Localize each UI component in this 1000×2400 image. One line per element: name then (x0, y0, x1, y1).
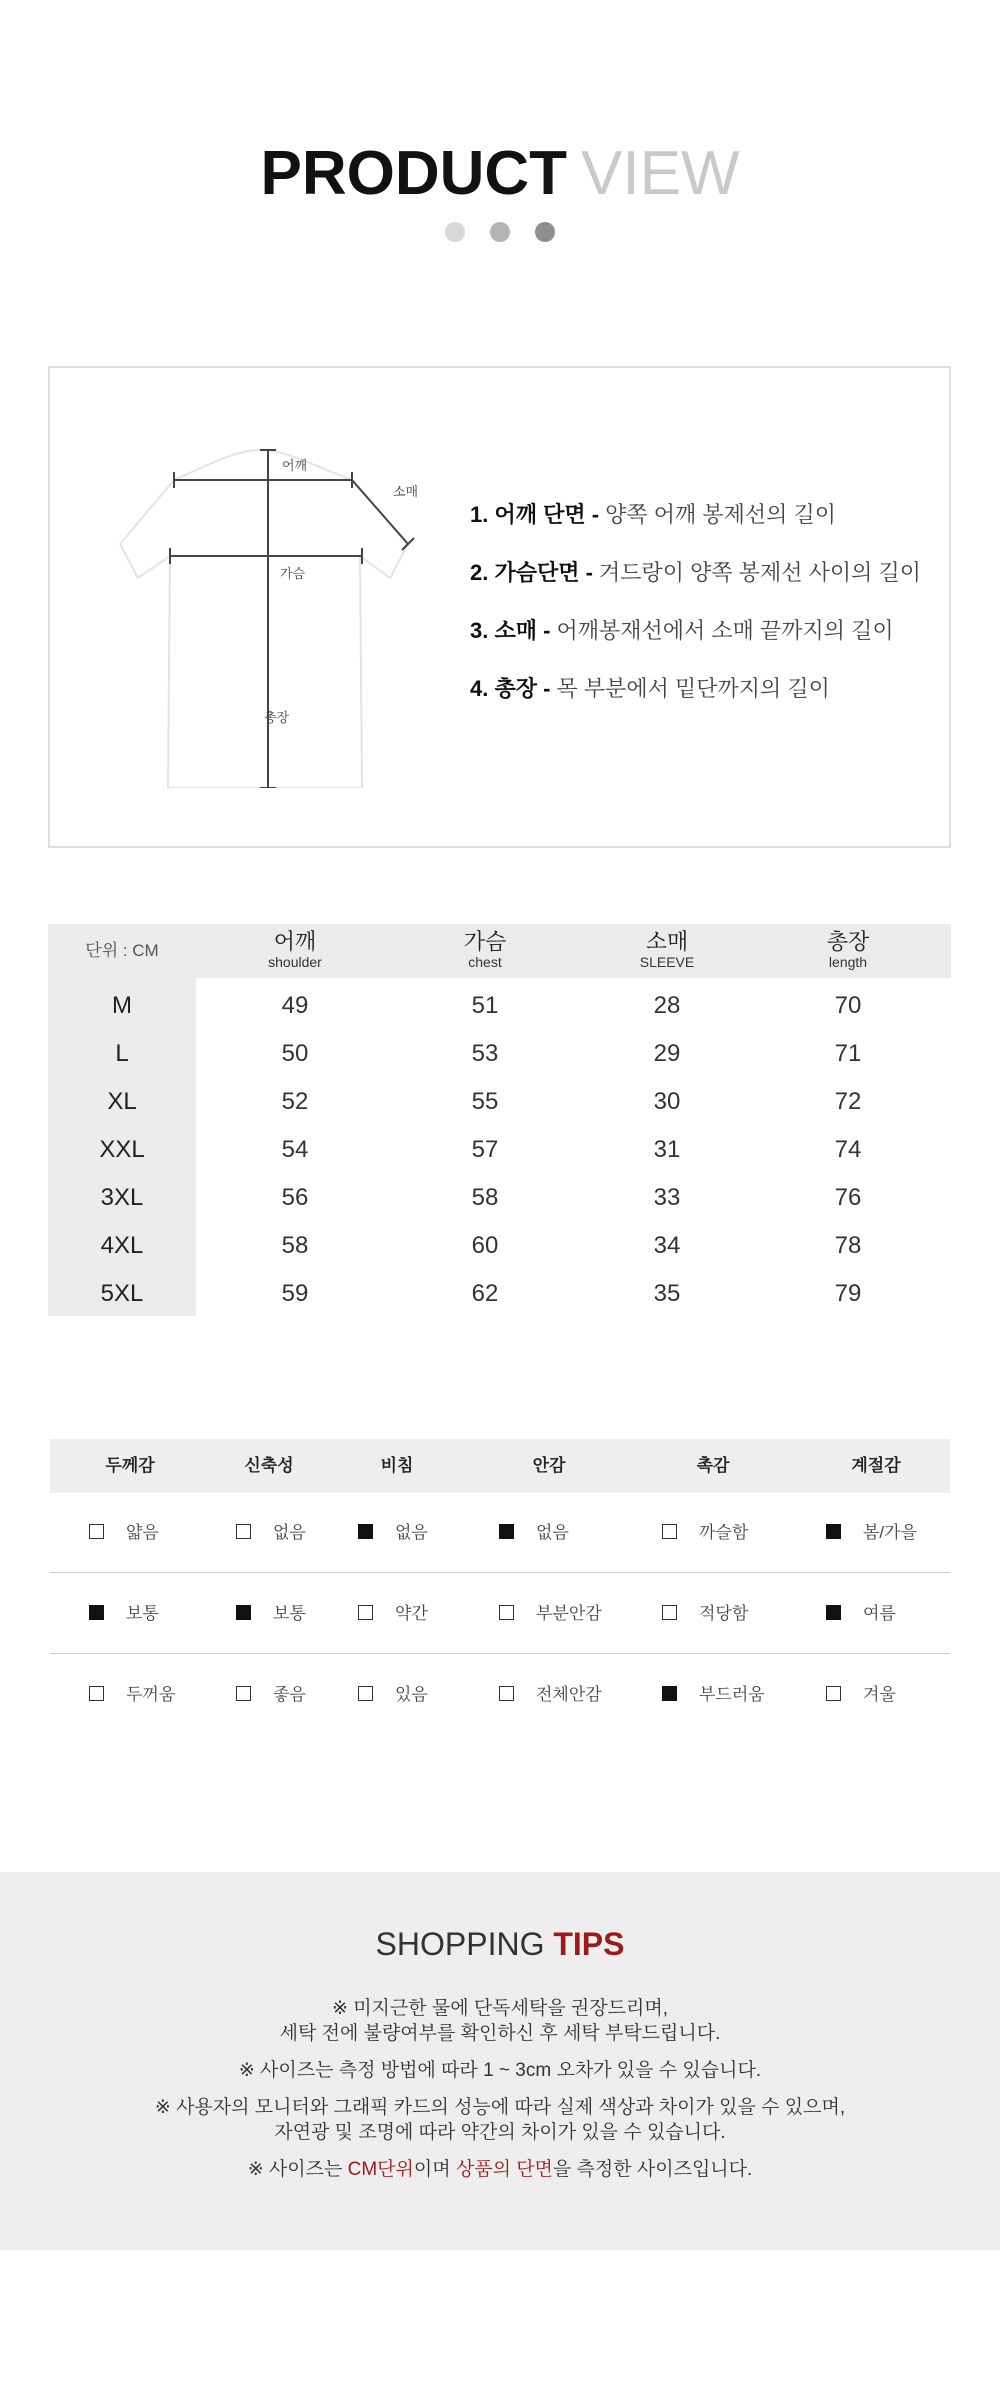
option-label: 없음 (395, 1523, 428, 1542)
cell-chest: 51 (471, 992, 499, 1019)
fabric-row (50, 1574, 950, 1654)
tip-unit-c: 이며 (413, 2159, 456, 2180)
cell-length: 74 (834, 1136, 862, 1163)
size-label: 3XL (100, 1184, 144, 1211)
tips-title-bold: TIPS (553, 1926, 625, 1962)
measure-item-desc: 양쪽 어깨 봉제선의 길이 (605, 502, 837, 527)
measure-item-sep: - (585, 502, 606, 527)
table-row (48, 1222, 951, 1270)
option (662, 1493, 748, 1573)
cell-sleeve: 30 (653, 1088, 681, 1115)
tips-title-light: SHOPPING (375, 1926, 545, 1962)
col-header-en: length (828, 954, 868, 970)
tips-body (0, 1996, 1000, 2194)
checkbox-icon (826, 1524, 841, 1539)
option (236, 1493, 306, 1573)
option-label: 전체안감 (536, 1685, 602, 1704)
tip-unit (0, 2157, 1000, 2182)
table-row (48, 1030, 951, 1078)
option (236, 1574, 306, 1654)
option-label: 없음 (536, 1523, 569, 1542)
label-length: 총장 (264, 711, 290, 726)
col-header-length (788, 930, 908, 978)
tip-color-line1: ※ 사용자의 모니터와 그래픽 카드의 성능에 따라 실제 색상과 차이가 있을 수 있으며, (154, 2097, 846, 2118)
dot-1 (445, 222, 465, 242)
option (662, 1655, 765, 1735)
cell-length: 72 (834, 1088, 862, 1115)
size-label: 4XL (100, 1232, 144, 1259)
option (499, 1574, 602, 1654)
cell-sleeve: 34 (653, 1232, 681, 1259)
checkbox-icon (236, 1524, 251, 1539)
header-sheer: 비침 (380, 1456, 414, 1475)
col-header-chest (425, 930, 545, 978)
tip-color-line2: 자연광 및 조명에 따라 약간의 차이가 있을 수 있습니다. (274, 2122, 726, 2143)
cell-chest: 60 (471, 1232, 499, 1259)
tip-unit-highlight: CM단위 (347, 2159, 414, 2180)
tshirt-measure-diagram (90, 428, 430, 788)
checkbox-icon (89, 1605, 104, 1620)
option-label: 없음 (273, 1523, 306, 1542)
option (499, 1655, 602, 1735)
measure-item-name: 4. 총장 (470, 676, 537, 701)
option-label: 보통 (126, 1604, 159, 1623)
cell-chest: 53 (471, 1040, 499, 1067)
checkbox-icon (358, 1605, 373, 1620)
option (662, 1574, 748, 1654)
header-stretch: 신축성 (244, 1456, 294, 1475)
tip-wash-line2: 세탁 전에 불량여부를 확인하신 후 세탁 부탁드립니다. (279, 2023, 721, 2044)
option (358, 1574, 428, 1654)
checkbox-icon (826, 1686, 841, 1701)
checkbox-icon (826, 1605, 841, 1620)
size-label: M (112, 992, 132, 1019)
page-title (0, 136, 1000, 212)
table-row (48, 1174, 951, 1222)
header-season: 계절감 (851, 1456, 901, 1475)
dot-2 (490, 222, 510, 242)
checkbox-icon (358, 1686, 373, 1701)
col-header-en: shoulder (268, 954, 322, 970)
col-header-ko: 총장 (826, 929, 870, 954)
checkbox-icon (236, 1686, 251, 1701)
option-label: 부드러움 (699, 1685, 765, 1704)
checkbox-icon (662, 1524, 677, 1539)
tips-title (0, 1926, 1000, 1963)
col-header-sleeve (607, 930, 727, 978)
col-header-ko: 소매 (645, 929, 689, 954)
option (89, 1655, 175, 1735)
cell-sleeve: 29 (653, 1040, 681, 1067)
option (358, 1655, 428, 1735)
option (89, 1493, 159, 1573)
tip-color (0, 2095, 1000, 2145)
measure-item-sep: - (536, 676, 557, 701)
cell-shoulder: 58 (281, 1232, 309, 1259)
measure-item (470, 500, 930, 558)
tshirt-icon (120, 450, 408, 788)
cell-chest: 62 (471, 1280, 499, 1307)
option-label: 부분안감 (536, 1604, 602, 1623)
checkbox-icon (499, 1605, 514, 1620)
tip-unit-e: 을 측정한 사이즈입니다. (552, 2159, 753, 2180)
title-light: VIEW (581, 139, 740, 208)
label-sleeve: 소매 (393, 485, 419, 500)
col-header-en: SLEEVE (639, 954, 695, 970)
col-header-ko: 가슴 (463, 929, 507, 954)
checkbox-icon (358, 1524, 373, 1539)
option-label: 까슬함 (699, 1523, 749, 1542)
option-label: 보통 (273, 1604, 306, 1623)
cell-length: 70 (834, 992, 862, 1019)
cell-chest: 57 (471, 1136, 499, 1163)
measure-item (470, 558, 930, 616)
size-label: 5XL (100, 1280, 144, 1307)
col-header-en: chest (468, 954, 502, 970)
unit-label: 단위 : CM (85, 941, 159, 960)
option-label: 좋음 (273, 1685, 306, 1704)
cell-shoulder: 59 (281, 1280, 309, 1307)
size-label: XL (107, 1088, 137, 1115)
cell-sleeve: 31 (653, 1136, 681, 1163)
option (236, 1655, 306, 1735)
cell-length: 78 (834, 1232, 862, 1259)
option-label: 여름 (863, 1604, 896, 1623)
cell-sleeve: 28 (653, 992, 681, 1019)
checkbox-icon (89, 1524, 104, 1539)
cell-shoulder: 49 (281, 992, 309, 1019)
cell-shoulder: 54 (281, 1136, 309, 1163)
checkbox-icon (89, 1686, 104, 1701)
table-row (48, 1078, 951, 1126)
cell-shoulder: 50 (281, 1040, 309, 1067)
label-chest: 가슴 (280, 567, 306, 582)
measure-item-name: 2. 가슴단면 (470, 560, 580, 585)
measure-item (470, 616, 930, 674)
option (826, 1574, 896, 1654)
measure-guide-box (48, 366, 951, 848)
option (826, 1493, 917, 1573)
option (499, 1493, 569, 1573)
option-label: 얇음 (126, 1523, 159, 1542)
option-label: 겨울 (863, 1685, 896, 1704)
option (358, 1493, 428, 1573)
shopping-tips (0, 1872, 1000, 2250)
option-label: 두꺼움 (126, 1685, 176, 1704)
fabric-row (50, 1493, 950, 1573)
cell-shoulder: 52 (281, 1088, 309, 1115)
fabric-row (50, 1655, 950, 1735)
size-label: XXL (99, 1136, 145, 1163)
fabric-header (50, 1439, 950, 1493)
size-label: L (115, 1040, 129, 1067)
cell-chest: 55 (471, 1088, 499, 1115)
measure-item-desc: 목 부분에서 밑단까지의 길이 (556, 676, 830, 701)
option-label: 있음 (395, 1685, 428, 1704)
header-touch: 촉감 (696, 1456, 730, 1475)
measure-item-sep: - (536, 618, 557, 643)
tip-unit-a: ※ 사이즈는 (247, 2159, 348, 2180)
table-row (48, 1126, 951, 1174)
cell-sleeve: 33 (653, 1184, 681, 1211)
header-lining: 안감 (532, 1456, 566, 1475)
tip-wash-line1: ※ 미지근한 물에 단독세탁을 권장드리며, (332, 1998, 668, 2019)
label-shoulder: 어깨 (282, 459, 308, 474)
checkbox-icon (662, 1605, 677, 1620)
option (826, 1655, 896, 1735)
dot-3 (535, 222, 555, 242)
measure-item-sep: - (579, 560, 600, 585)
table-row (48, 982, 951, 1030)
checkbox-icon (499, 1524, 514, 1539)
col-header-shoulder (235, 930, 355, 978)
option-label: 약간 (395, 1604, 428, 1623)
option-label: 적당함 (699, 1604, 749, 1623)
cell-length: 71 (834, 1040, 862, 1067)
measure-item-desc: 어깨봉재선에서 소매 끝까지의 길이 (556, 618, 894, 643)
tip-wash (0, 1996, 1000, 2046)
cell-length: 76 (834, 1184, 862, 1211)
table-row (48, 1270, 951, 1318)
option (89, 1574, 159, 1654)
slide-dots (445, 222, 555, 244)
tip-section-highlight: 상품의 단면 (455, 2159, 553, 2180)
measure-item (470, 674, 930, 732)
header-thickness: 두께감 (105, 1456, 155, 1475)
cell-length: 79 (834, 1280, 862, 1307)
size-table-header (48, 924, 951, 978)
cell-shoulder: 56 (281, 1184, 309, 1211)
measure-item-name: 1. 어깨 단면 (470, 502, 586, 527)
measure-item-desc: 겨드랑이 양쪽 봉제선 사이의 길이 (599, 560, 922, 585)
measure-list (470, 500, 930, 732)
option-label: 봄/가을 (863, 1523, 917, 1542)
checkbox-icon (236, 1605, 251, 1620)
cell-sleeve: 35 (653, 1280, 681, 1307)
checkbox-icon (499, 1686, 514, 1701)
measure-item-name: 3. 소매 (470, 618, 537, 643)
title-strong: PRODUCT (260, 139, 568, 208)
cell-chest: 58 (471, 1184, 499, 1211)
col-header-ko: 어깨 (273, 929, 317, 954)
checkbox-icon (662, 1686, 677, 1701)
tip-size-error: ※ 사이즈는 측정 방법에 따라 1 ~ 3cm 오차가 있을 수 있습니다. (238, 2060, 762, 2081)
